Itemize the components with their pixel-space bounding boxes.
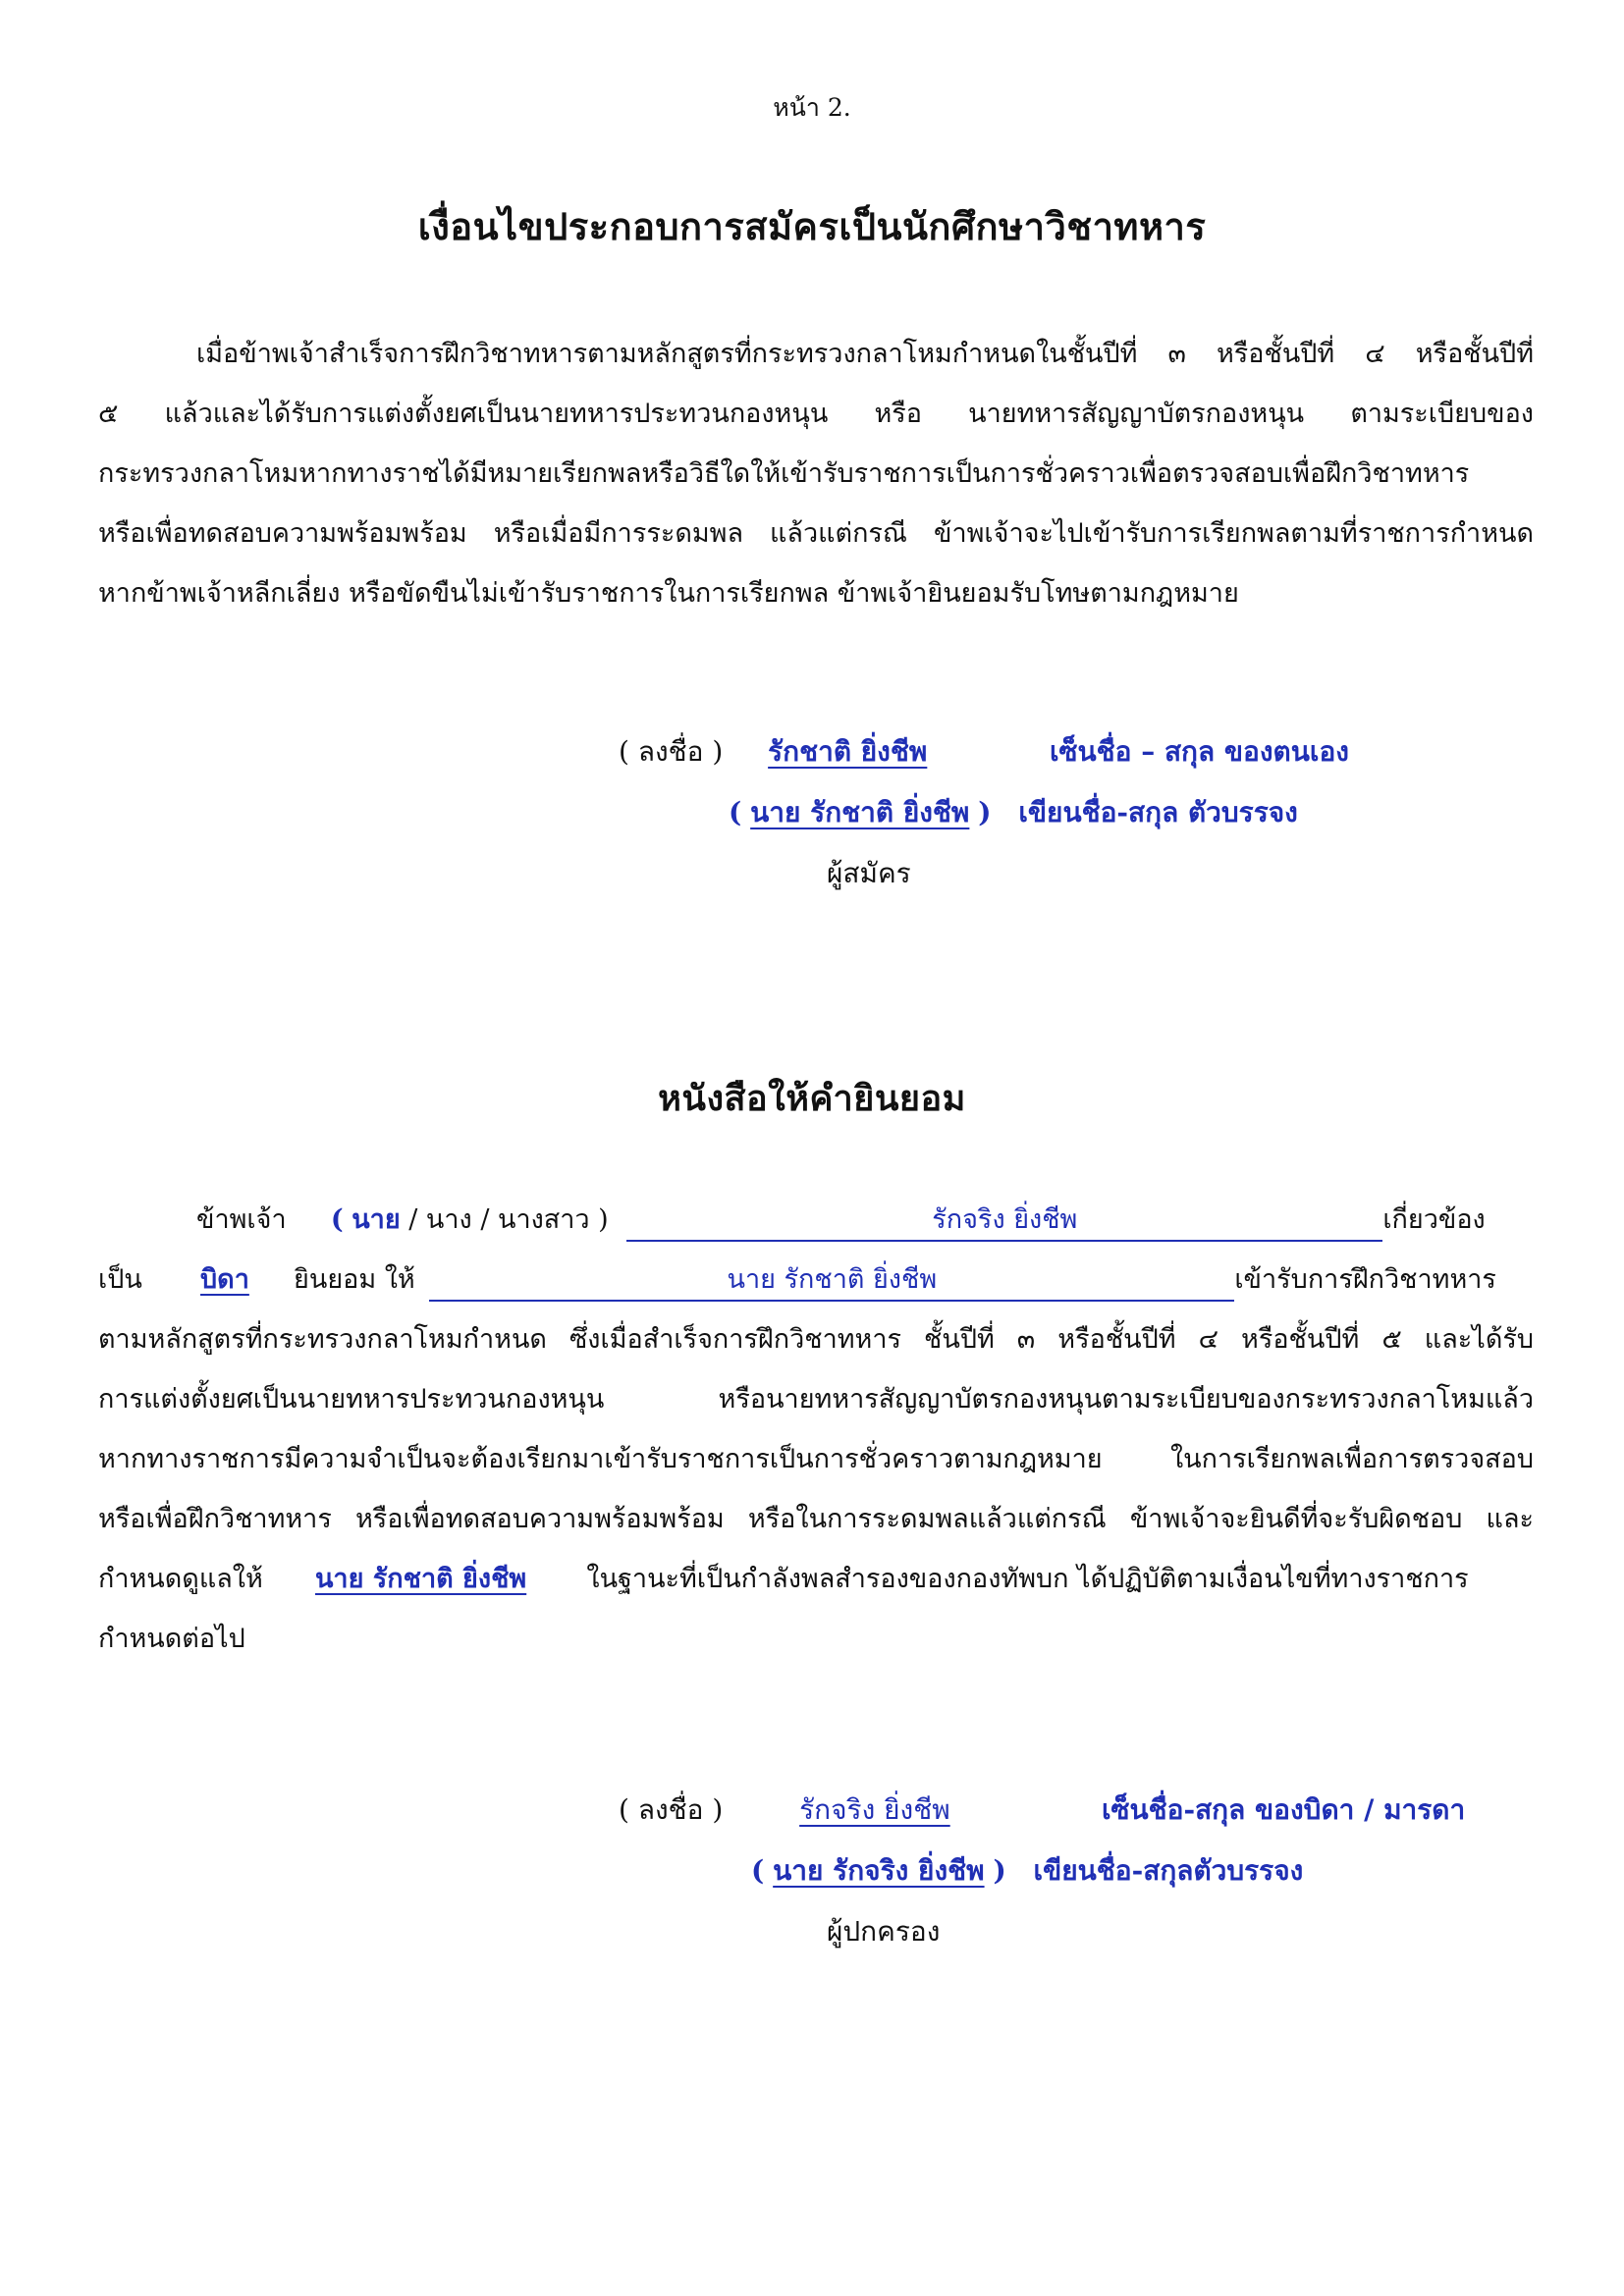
conditions-paragraph [98,324,1534,623]
applicant-signature: รักชาติ ยิ่งชีพ [768,735,928,768]
printed-close: ) [978,796,992,828]
title-options: / นาง / นางสาว ) [408,1204,609,1235]
title-selected: นาย [352,1204,401,1235]
consent-last-line: กำหนดต่อไป [98,1624,245,1654]
student-name-field: นาย รักชาติ ยิ่งชีพ [429,1260,1234,1302]
consent-line: หรือเพื่อฝึกวิชาทหาร หรือเพื่อทดสอบความพร้อมพร้อม หรือในการระดมพลแล้วแต่กรณี ข้าพเจ้าจะยินดีที่จะรับผิดชอบ และ [98,1504,1534,1534]
consent-line-1 [98,1190,1534,1250]
guardian-printed-name: นาย รักจริง ยิ่งชีพ [773,1854,985,1887]
conditions-line: หรือเพื่อทดสอบความพร้อมพร้อม หรือเมื่อมีการระดมพล แล้วแต่กรณี ข้าพเจ้าจะไปเข้ารับการเรียกพลตามที่ราชการกำหนด [98,518,1534,549]
guardian-printed-note: เขียนชื่อ-สกุลตัวบรรจง [1033,1854,1304,1887]
applicant-sign-note: เซ็นชื่อ – สกุล ของตนเอง [1049,735,1349,768]
conditions-title: เงื่อนไขประกอบการสมัครเป็นนักศึกษาวิชาทหาร [417,204,1207,248]
guardian-sign-row [619,1789,1465,1832]
printed-open: ( [729,796,742,828]
relation-field: บิดา [200,1264,249,1295]
consent-line: หากทางราชการมีความจำเป็นจะต้องเรียกมาเข้ารับราชการเป็นการชั่วคราวตามกฎหมาย ในการเรียกพลเพื่อการตรวจสอบ [98,1444,1534,1474]
guardian-printed-row [751,1849,1303,1893]
consent-suffix: ในฐานะที่เป็นกำลังพลสำรองของกองทัพบก ได้ปฏิบัติตามเงื่อนไขที่ทางราชการ [586,1564,1469,1594]
consent-prefix: ข้าพเจ้า [196,1204,287,1235]
consent-line: ตามหลักสูตรที่กระทรวงกลาโหมกำหนด ซึ่งเมื่อสำเร็จการฝึกวิชาทหาร ชั้นปีที่ ๓ หรือชั้นปีที่ ๔ หรือชั้นปีที่ ๕ และได้รับ [98,1324,1534,1355]
consent-line-7 [98,1549,1534,1609]
guardian-signature: รักจริง ยิ่งชีพ [799,1793,950,1826]
student-name-ref: นาย รักชาติ ยิ่งชีพ [314,1564,527,1594]
guardian-role: ผู้ปกครอง [827,1915,941,1948]
consent-prefix: เป็น [98,1264,142,1295]
conditions-line: หากข้าพเจ้าหลีกเลี่ยง หรือขัดขืนไม่เข้ารับราชการในการเรียกพล ข้าพเจ้ายินยอมรับโทษตามกฎหมาย [98,578,1239,609]
conditions-line: ๕ แล้วและได้รับการแต่งตั้งยศเป็นนายทหารประทวนกองหนุน หรือ นายทหารสัญญาบัตรกองหนุน ตามระเบียบของ [98,399,1534,429]
conditions-line: กระทรวงกลาโหมหากทางราชได้มีหมายเรียกพลหรือวิธีใดให้เข้ารับราชการเป็นการชั่วคราวเพื่อตรวจสอบเพื่อฝึกวิชาทหาร [98,458,1470,489]
consent-title: หนังสือให้คำยินยอม [658,1078,966,1119]
printed-open: ( [751,1854,765,1887]
consent-suffix: เข้ารับการฝึกวิชาทหาร [1234,1264,1496,1295]
applicant-printed-row [729,791,1298,834]
sign-label: ( ลงชื่อ ) [619,735,724,768]
applicant-printed-note: เขียนชื่อ-สกุล ตัวบรรจง [1018,796,1298,828]
conditions-line: เมื่อข้าพเจ้าสำเร็จการฝึกวิชาทหารตามหลักสูตรที่กระทรวงกลาโหมกำหนดในชั้นปีที่ ๓ หรือชั้นปีที่ ๔ หรือชั้นปีที่ [196,339,1534,369]
consent-mid: ยินยอม ให้ [294,1264,415,1295]
sign-label: ( ลงชื่อ ) [619,1793,724,1826]
title-open: ( [330,1204,344,1235]
consent-prefix: กำหนดดูแลให้ [98,1564,263,1594]
guardian-name-field: รักจริง ยิ่งชีพ [626,1201,1382,1242]
consent-line: การแต่งตั้งยศเป็นนายทหารประทวนกองหนุน หรือนายทหารสัญญาบัตรกองหนุนตามระเบียบของกระทรวงกลาโหมแล้ว [98,1384,1534,1415]
consent-line-2 [98,1250,1534,1309]
consent-paragraph [98,1190,1534,1669]
applicant-sign-row [619,730,1349,774]
printed-close: ) [993,1854,1006,1887]
applicant-printed-name: นาย รักชาติ ยิ่งชีพ [750,796,970,828]
consent-suffix: เกี่ยวข้อง [1382,1204,1486,1235]
guardian-sign-note: เซ็นชื่อ-สกุล ของบิดา / มารดา [1101,1793,1466,1826]
page-number: หน้า 2. [773,93,851,122]
applicant-role: ผู้สมัคร [827,857,911,889]
